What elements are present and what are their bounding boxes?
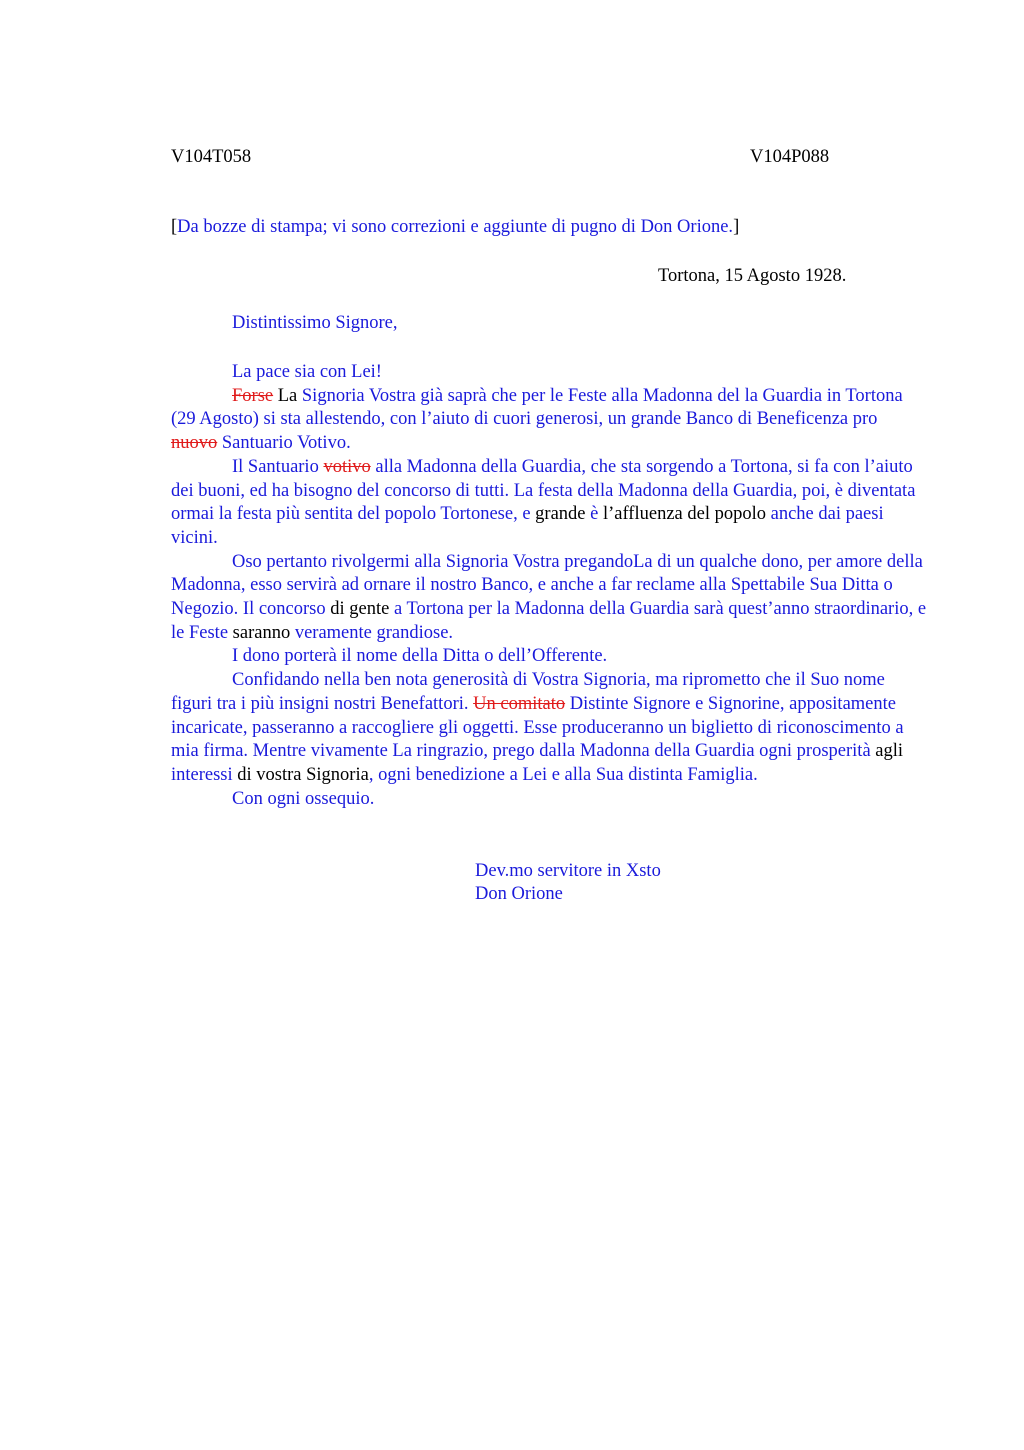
added-text: Oso pertanto rivolgermi alla Signoria Vostra pregandoLa di un qualche dono, per amore della Madonna, esso servirà ad ornare il nostro Banco, e anche a far reclame alla Spettabile Sua Ditta o Negozio. Il concorso: [171, 551, 923, 620]
added-text: Confidando nella ben nota generosità di Vostra Signoria, ma riprometto che il Suo nome figuri tra i più insigni nostri Benefattori.: [171, 670, 885, 714]
deleted-word: nuovo: [171, 433, 218, 454]
deleted-word: Forse: [232, 385, 274, 406]
paragraph-2: [171, 456, 927, 551]
letter-salutation: Distintissimo Signore,: [232, 313, 398, 333]
original-text: grande: [530, 504, 586, 525]
signoff-signature: Don Orione: [475, 884, 563, 904]
original-text: La: [273, 385, 298, 406]
added-text: Signoria Vostra già saprà che per le Feste alla Madonna del la Guardia in Tortona (29 Agosto) si sta allestendo, con l’aiuto di cuori generosi, un grande Banco di Beneficenza pro: [171, 385, 903, 430]
added-text: alla Madonna della Guardia, che sta sorgendo a Tortona, si fa con l’aiuto dei buoni, ed ha bisogno del concorso di tutti. La festa della Madonna della Guardia, poi, è diventata ormai la festa più sentita del popolo Tortonese, e: [171, 456, 916, 525]
note-text: Da bozze di stampa; vi sono correzioni e aggiunte di pugno di Don Orione.: [177, 217, 734, 237]
added-text: anche dai paesi vicini.: [171, 504, 884, 548]
added-text: interessi: [171, 764, 233, 785]
signoff-line-1: Dev.mo servitore in Xsto: [475, 861, 661, 881]
added-text: è: [585, 504, 599, 525]
original-text: di gente: [325, 599, 390, 620]
paragraph-6: [171, 788, 927, 812]
letter-signoff: [475, 860, 661, 906]
document-code-left: V104T058: [171, 147, 252, 167]
note-close-bracket: ]: [733, 217, 740, 237]
added-text: Il Santuario: [232, 456, 324, 477]
original-text: agli: [870, 741, 904, 762]
document-code-right: V104P088: [750, 147, 830, 167]
added-text: Distinte Signore e Signorine, appositamente incaricate, passeranno a raccogliere gli oggetti. Esse produceranno un biglietto di riconoscimento a mia firma. Mentre vivamente La ringrazio, prego dalla Madonna della Guardia ogni prosperità: [171, 693, 904, 762]
paragraph-4: [171, 645, 927, 669]
deleted-word: Un comitato: [473, 693, 566, 714]
original-text: di vostra Signoria: [232, 764, 369, 785]
added-text: Santuario Votivo.: [217, 433, 351, 454]
letter-body: [171, 361, 927, 811]
letter-dateline: Tortona, 15 Agosto 1928.: [658, 266, 847, 286]
editorial-note: [171, 217, 739, 238]
paragraph-1: [171, 385, 927, 456]
original-text: saranno: [228, 622, 291, 643]
added-text: I dono porterà il nome della Ditta o dell’Offerente.: [232, 646, 608, 667]
added-text: veramente grandiose.: [290, 622, 454, 643]
added-text: a Tortona per la Madonna della Guardia sarà quest’anno straordinario, e le Feste: [171, 599, 927, 643]
added-text: Con ogni ossequio.: [232, 788, 375, 809]
added-text: , ogni benedizione a Lei e alla Sua distinta Famiglia.: [368, 764, 758, 785]
original-text: l’affluenza del popolo: [598, 504, 766, 525]
letter-greeting: La pace sia con Lei!: [232, 362, 382, 382]
paragraph-5: [171, 669, 927, 788]
deleted-word: votivo: [323, 456, 371, 477]
paragraph-3: [171, 551, 927, 646]
note-open-bracket: [: [171, 217, 178, 237]
